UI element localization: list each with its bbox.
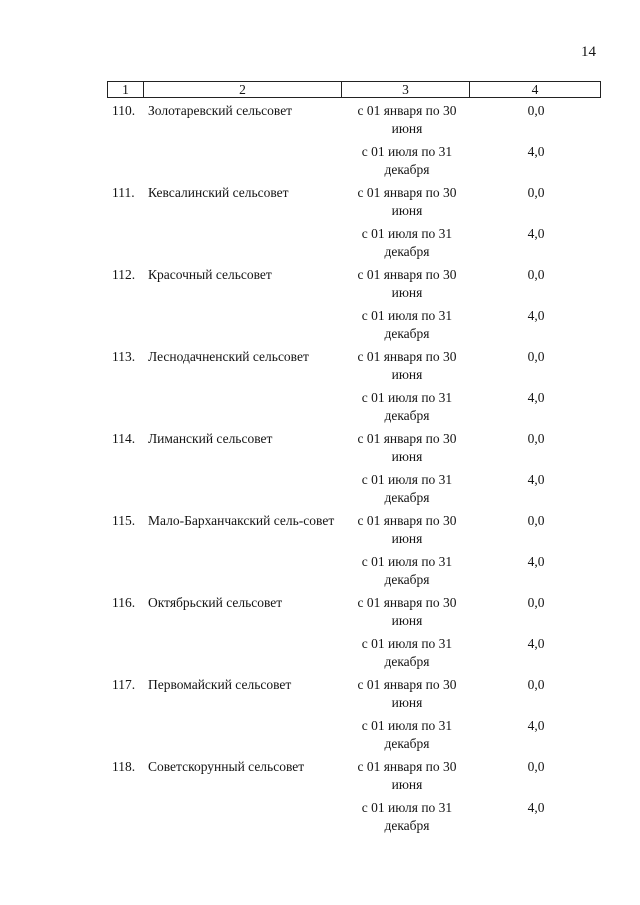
period-second-half: с 01 июля по 31 декабря: [361, 554, 453, 587]
value-first-half: 0,0: [527, 185, 545, 200]
value-second-half: 4,0: [527, 226, 545, 241]
period-second-half: с 01 июля по 31 декабря: [361, 144, 453, 177]
council-name: Красочный сельсовет: [148, 267, 272, 282]
period-first-half: с 01 января по 30 июня: [357, 759, 457, 792]
period-second-half: с 01 июля по 31 декабря: [361, 308, 453, 341]
table-row: [0, 758, 640, 840]
page-number: 14: [581, 44, 596, 60]
council-name: Золотаревский сельсовет: [148, 103, 293, 118]
period-first-half: с 01 января по 30 июня: [357, 431, 457, 464]
column-header-4: 4: [470, 82, 601, 98]
value-first-half: 0,0: [527, 759, 545, 774]
column-header-1: 1: [108, 82, 144, 98]
row-number: 117.: [112, 677, 136, 692]
column-header-3: 3: [342, 82, 470, 98]
row-number: 118.: [112, 759, 136, 774]
row-number: 111.: [112, 185, 135, 200]
value-second-half: 4,0: [527, 308, 545, 323]
table-row: [0, 184, 640, 266]
council-name: Октябрьский сельсовет: [148, 595, 283, 610]
period-first-half: с 01 января по 30 июня: [357, 185, 457, 218]
table-row: [0, 676, 640, 758]
value-second-half: 4,0: [527, 554, 545, 569]
period-second-half: с 01 июля по 31 декабря: [361, 636, 453, 669]
period-first-half: с 01 января по 30 июня: [357, 513, 457, 546]
period-first-half: с 01 января по 30 июня: [357, 349, 457, 382]
column-header-2: 2: [144, 82, 342, 98]
period-first-half: с 01 января по 30 июня: [357, 267, 457, 300]
row-number: 110.: [112, 103, 136, 118]
value-first-half: 0,0: [527, 349, 545, 364]
council-name: Кевсалинский сельсовет: [148, 185, 289, 200]
value-first-half: 0,0: [527, 267, 545, 282]
council-name: Мало-Барханчакский сель-совет: [148, 513, 335, 528]
value-second-half: 4,0: [527, 390, 545, 405]
value-second-half: 4,0: [527, 636, 545, 651]
value-second-half: 4,0: [527, 144, 545, 159]
value-first-half: 0,0: [527, 431, 545, 446]
table-row: [0, 512, 640, 594]
value-first-half: 0,0: [527, 595, 545, 610]
council-name: Советскорунный сельсовет: [148, 759, 305, 774]
period-second-half: с 01 июля по 31 декабря: [361, 226, 453, 259]
row-number: 113.: [112, 349, 136, 364]
row-number: 116.: [112, 595, 136, 610]
table-row: [0, 594, 640, 676]
table-row: [0, 266, 640, 348]
value-first-half: 0,0: [527, 513, 545, 528]
council-name: Первомайский сельсовет: [148, 677, 292, 692]
value-first-half: 0,0: [527, 103, 545, 118]
period-first-half: с 01 января по 30 июня: [357, 103, 457, 136]
row-number: 115.: [112, 513, 136, 528]
value-first-half: 0,0: [527, 677, 545, 692]
table-row: [0, 102, 640, 184]
row-number: 114.: [112, 431, 136, 446]
period-second-half: с 01 июля по 31 декабря: [361, 390, 453, 423]
value-second-half: 4,0: [527, 800, 545, 815]
row-number: 112.: [112, 267, 136, 282]
period-first-half: с 01 января по 30 июня: [357, 677, 457, 710]
period-first-half: с 01 января по 30 июня: [357, 595, 457, 628]
value-second-half: 4,0: [527, 472, 545, 487]
period-second-half: с 01 июля по 31 декабря: [361, 800, 453, 833]
period-second-half: с 01 июля по 31 декабря: [361, 472, 453, 505]
table-row: [0, 348, 640, 430]
table-row: [0, 430, 640, 512]
council-name: Леснодачненский сельсовет: [148, 349, 309, 364]
council-name: Лиманский сельсовет: [148, 431, 273, 446]
period-second-half: с 01 июля по 31 декабря: [361, 718, 453, 751]
value-second-half: 4,0: [527, 718, 545, 733]
